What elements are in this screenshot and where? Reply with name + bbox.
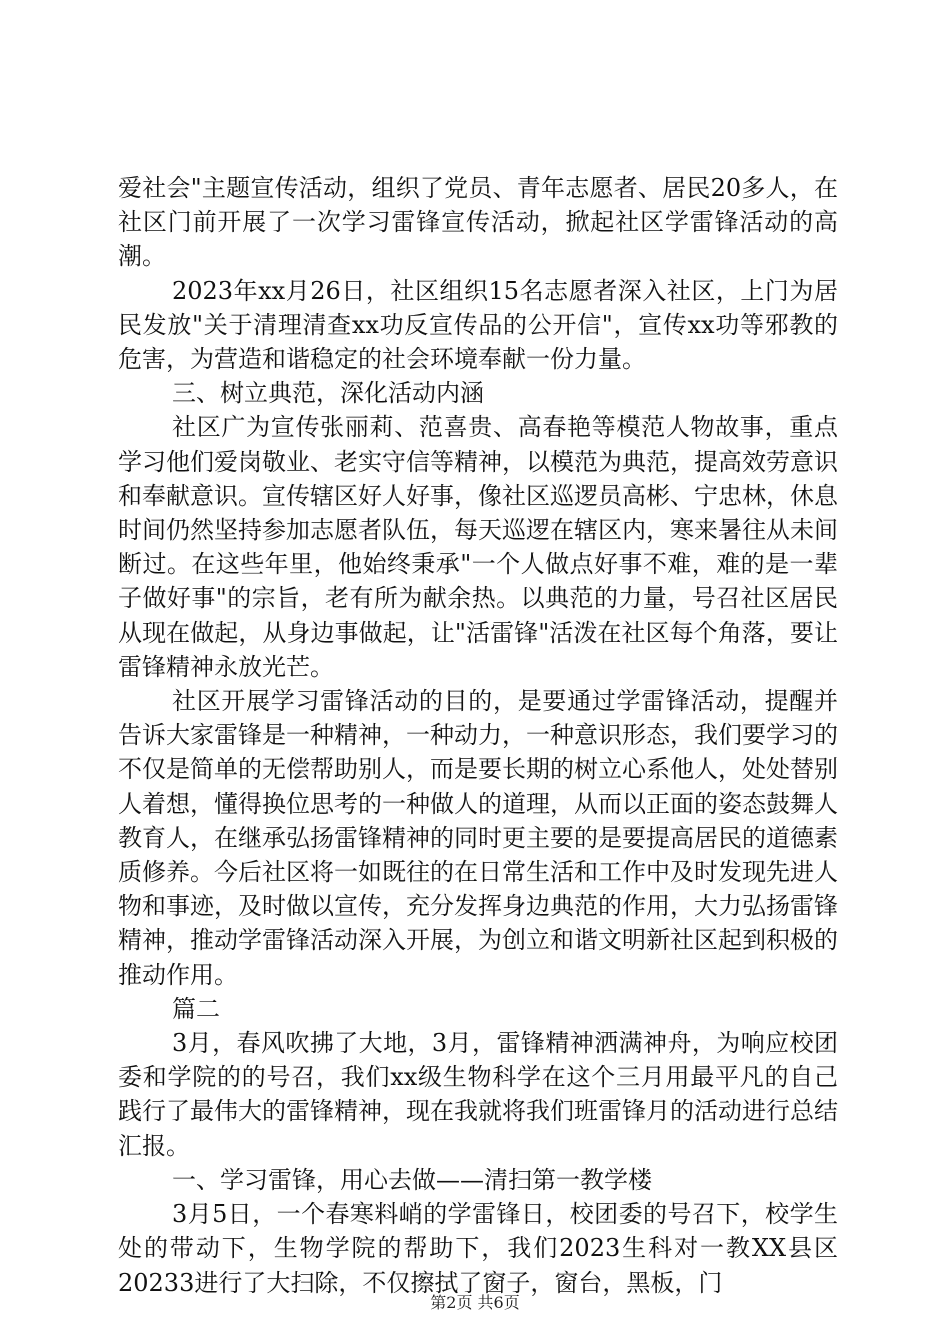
paragraph-role-models: 社区广为宣传张丽莉、范喜贵、高春艳等模范人物故事，重点学习他们爱岗敬业、老实守信等精神，以模范为典范，提高效劳意识和奉献意识。宣传辖区好人好事，像社区巡逻员高彬、宁忠林，休息时间仍然坚持参加志愿者队伍，每天巡逻在辖区内，寒来暑往从未间断过。在这些年里，他始终秉承"一个人做点好事不难，难的是一辈子做好事"的宗旨，老有所为献余热。以典范的力量，号召社区居民从现在做起，从身边事做起，让"活雷锋"活泼在社区每个角落，要让雷锋精神永放光芒。 bbox=[118, 413, 838, 681]
section-heading-1: 一、学习雷锋，用心去做——清扫第一教学楼 bbox=[172, 1165, 652, 1194]
part-heading: 篇二 bbox=[172, 994, 220, 1023]
section-heading-3: 三、树立典范，深化活动内涵 bbox=[172, 379, 484, 408]
paragraph-leaflet-distribution: 2023年xx月26日，社区组织15名志愿者深入社区，上门为居民发放"关于清理清查xx功反宣传品的公开信"，宣传xx功等邪教的危害，为营造和谐稳定的社会环境奉献一份力量。 bbox=[118, 276, 838, 374]
paragraph-march-intro: 3月，春风吹拂了大地，3月，雷锋精神洒满神舟，为响应校团委和学院的的号召，我们xx级生物科学在这个三月用最平凡的自己践行了最伟大的雷锋精神，现在我就将我们班雷锋月的活动进行总结汇报。 bbox=[118, 1029, 838, 1160]
paragraph-activity-purpose: 社区开展学习雷锋活动的目的，是要通过学雷锋活动，提醒并告诉大家雷锋是一种精神，一种动力，一种意识形态，我们要学习的不仅是简单的无偿帮助别人，而是要长期的树立心系他人，处处替别人着想，懂得换位思考的一种做人的道理，从而以正面的姿态鼓舞人教育人，在继承弘扬雷锋精神的同时更主要的是要提高居民的道德素质修养。今后社区将一如既往的在日常生活和工作中及时发现先进人物和事迹，及时做以宣传，充分发挥身边典范的作用，大力弘扬雷锋精神，推动学雷锋活动深入开展，为创立和谐文明新社区起到积极的推动作用。 bbox=[118, 687, 838, 989]
paragraph-continuation: 爱社会"主题宣传活动，组织了党员、青年志愿者、居民20多人，在社区门前开展了一次学习雷锋宣传活动，掀起社区学雷锋活动的高潮。 bbox=[118, 174, 838, 271]
paragraph-cleaning: 3月5日，一个春寒料峭的学雷锋日，校团委的号召下，校学生处的带动下，生物学院的帮助下，我们2023生科对一教XX县区20233进行了大扫除，不仅擦拭了窗子，窗台，黑板，门 bbox=[118, 1200, 838, 1297]
page-number-footer: 第2页 共6页 bbox=[430, 1293, 520, 1312]
document-body bbox=[118, 171, 838, 1300]
